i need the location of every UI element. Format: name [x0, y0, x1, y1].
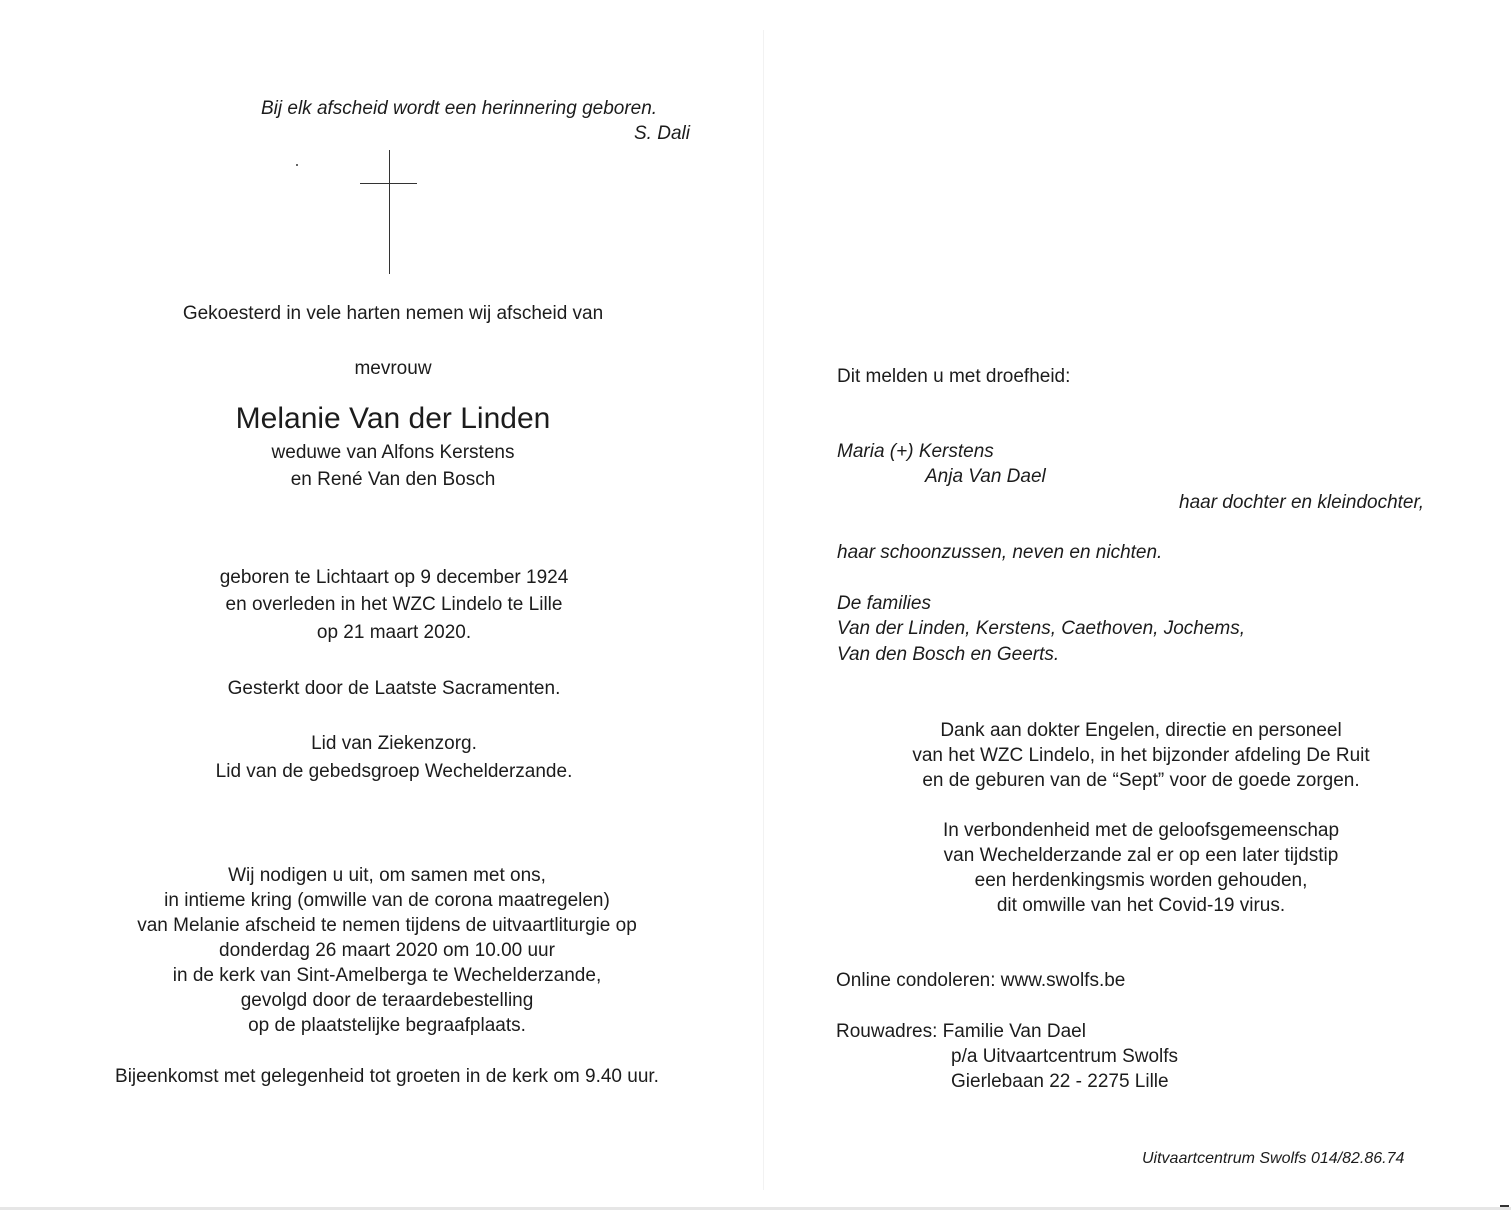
- born-line-2: en overleden in het WZC Lindelo te Lille: [225, 594, 563, 615]
- address-line-1: p/a Uitvaartcentrum Swolfs: [951, 1046, 1179, 1067]
- families-line-3: Van den Bosch en Geerts.: [837, 644, 1060, 665]
- member-line-1: Lid van Ziekenzorg.: [311, 733, 477, 754]
- in-laws-text: haar schoonzussen, neven en nichten.: [837, 542, 1163, 563]
- covid-line-1: In verbondenheid met de geloofsgemeenschap: [942, 820, 1340, 841]
- announce-text: Dit melden u met droefheid:: [837, 366, 1071, 387]
- online-condolences: Online condoleren: www.swolfs.be: [836, 970, 1126, 991]
- thanks-line-1: Dank aan dokter Engelen, directie en personeel: [940, 720, 1342, 741]
- thanks-line-3: en de geburen van de “Sept” voor de goede zorgen.: [922, 770, 1360, 791]
- scan-edge: [0, 1207, 1511, 1210]
- speck: [296, 164, 298, 166]
- invite-line-2: in intieme kring (omwille van de corona maatregelen): [164, 890, 610, 911]
- invite-line-1: Wij nodigen u uit, om samen met ons,: [228, 865, 546, 886]
- member-line-2: Lid van de gebedsgroep Wechelderzande.: [215, 761, 573, 782]
- widow-line-1: weduwe van Alfons Kerstens: [271, 442, 515, 463]
- invite-line-3: van Melanie afscheid te nemen tijdens de uitvaartliturgie op: [137, 915, 637, 936]
- invite-line-4: donderdag 26 maart 2020 om 10.00 uur: [219, 940, 555, 961]
- families-line-2: Van der Linden, Kerstens, Caethoven, Jochems,: [837, 618, 1246, 639]
- invite-line-5: in de kerk van Sint-Amelberga te Wechelderzande,: [172, 965, 602, 986]
- address-label: Rouwadres: Familie Van Dael: [836, 1021, 1086, 1042]
- address-line-2: Gierlebaan 22 - 2275 Lille: [951, 1071, 1169, 1092]
- families-line-1: De families: [837, 593, 931, 614]
- widow-line-2: en René Van den Bosch: [290, 469, 496, 490]
- born-line-1: geboren te Lichtaart op 9 december 1924: [219, 567, 569, 588]
- intro-text: Gekoesterd in vele harten nemen wij afscheid van: [182, 303, 604, 324]
- invite-line-7: op de plaatstelijke begraafplaats.: [248, 1015, 526, 1036]
- invite-line-6: gevolgd door de teraardebestelling: [240, 990, 534, 1011]
- family-member-1: Maria (+) Kerstens: [837, 441, 994, 462]
- quote: Bij elk afscheid wordt een herinnering geboren.: [261, 98, 658, 119]
- sacraments-text: Gesterkt door de Laatste Sacramenten.: [227, 678, 561, 699]
- covid-line-2: van Wechelderzande zal er op een later tijdstip: [943, 845, 1339, 866]
- footer-funeral-home: Uitvaartcentrum Swolfs 014/82.86.74: [1142, 1150, 1405, 1167]
- scan-mark: [1500, 1205, 1509, 1207]
- gathering-text: Bijeenkomst met gelegenheid tot groeten in de kerk om 9.40 uur.: [115, 1066, 659, 1087]
- born-line-3: op 21 maart 2020.: [316, 622, 472, 643]
- family-member-2: Anja Van Dael: [925, 466, 1046, 487]
- fold-line: [763, 30, 764, 1190]
- thanks-line-2: van het WZC Lindelo, in het bijzonder afdeling De Ruit: [912, 745, 1370, 766]
- quote-author: S. Dali: [634, 123, 690, 144]
- title-text: mevrouw: [354, 358, 432, 379]
- covid-line-3: een herdenkingsmis worden gehouden,: [974, 870, 1308, 891]
- deceased-name: Melanie Van der Linden: [235, 402, 551, 435]
- covid-line-4: dit omwille van het Covid-19 virus.: [996, 895, 1286, 916]
- family-relation: haar dochter en kleindochter,: [1179, 492, 1425, 513]
